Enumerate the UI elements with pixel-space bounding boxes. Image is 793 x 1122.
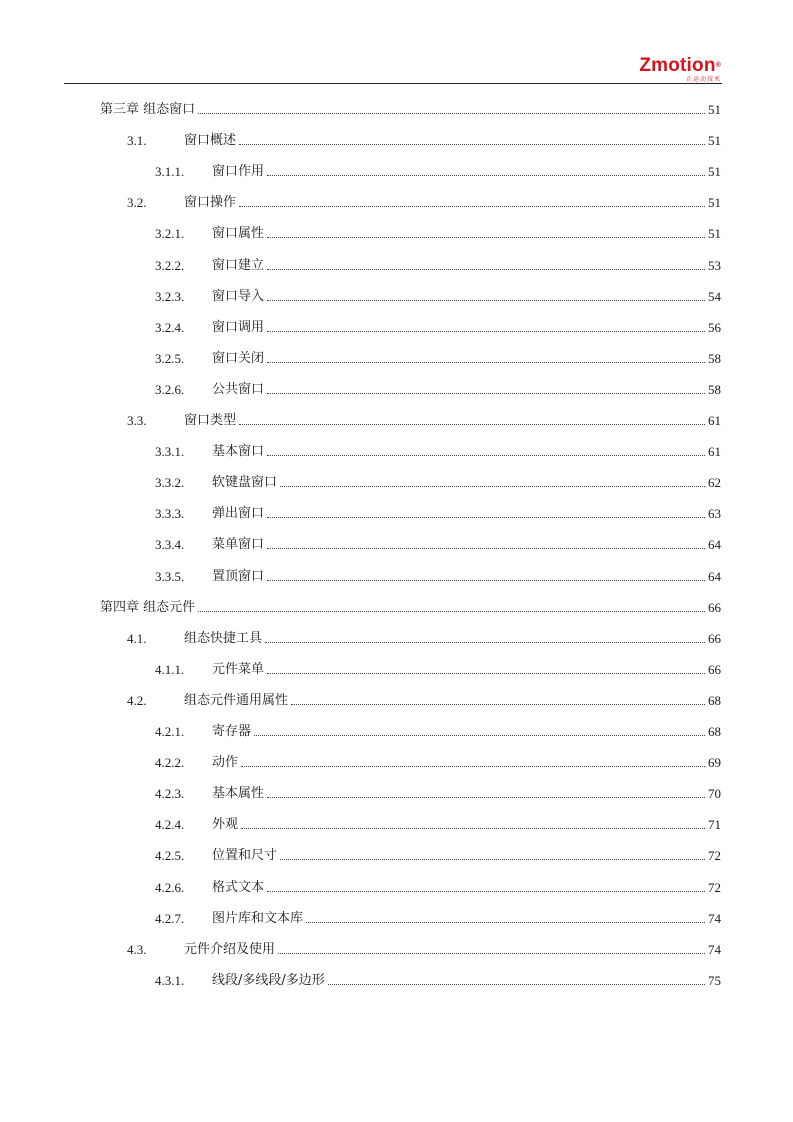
toc-leader-dots: [267, 175, 705, 176]
toc-entry[interactable]: [0, 381, 793, 399]
toc-leader-dots: [241, 766, 705, 767]
toc-entry-page: 51: [708, 226, 721, 241]
toc-entry-page: 72: [708, 848, 721, 863]
toc-entry[interactable]: [0, 599, 793, 617]
toc-entry-number: 3.3.5.: [155, 569, 185, 584]
header-divider: [64, 83, 722, 84]
toc-entry-title: 元件介绍及使用: [184, 942, 276, 957]
toc-entry[interactable]: [0, 505, 793, 523]
toc-entry-number: 4.2.2.: [155, 755, 185, 770]
toc-entry-title: 菜单窗口: [212, 537, 265, 552]
toc-entry-page: 62: [708, 475, 721, 490]
toc-entry-page: 66: [708, 631, 721, 646]
toc-entry-page: 56: [708, 320, 721, 335]
toc-entry-title: 元件菜单: [212, 662, 265, 677]
toc-leader-dots: [198, 611, 705, 612]
toc-entry-page: 54: [708, 289, 721, 304]
toc-entry-page: 66: [708, 600, 721, 615]
toc-entry[interactable]: [0, 443, 793, 461]
toc-leader-dots: [239, 424, 705, 425]
toc-entry-title: 公共窗口: [212, 382, 265, 397]
toc-entry-page: 58: [708, 351, 721, 366]
toc-entry-number: 4.2.6.: [155, 880, 185, 895]
toc-entry[interactable]: [0, 754, 793, 772]
toc-entry-number: 4.2.1.: [155, 724, 185, 739]
logo-text: Zmotion: [639, 55, 716, 76]
toc-entry-page: 74: [708, 942, 721, 957]
toc-entry[interactable]: [0, 692, 793, 710]
toc-entry-number: 3.2.5.: [155, 351, 185, 366]
logo-subtitle: 正运动技术: [685, 76, 721, 83]
toc-entry[interactable]: [0, 474, 793, 492]
toc-entry-page: 66: [708, 662, 721, 677]
toc-entry-number: 4.2.: [127, 693, 147, 708]
toc-entry[interactable]: [0, 319, 793, 337]
toc-leader-dots: [267, 300, 705, 301]
toc-leader-dots: [267, 517, 705, 518]
toc-entry-title: 基本窗口: [212, 444, 265, 459]
toc-entry-title: 格式文本: [212, 880, 265, 895]
toc-entry-number: 3.2.1.: [155, 226, 185, 241]
toc-entry[interactable]: [0, 101, 793, 119]
company-logo: [639, 56, 721, 84]
toc-entry-title: 线段/多线段/多边形: [212, 973, 325, 988]
toc-entry[interactable]: [0, 412, 793, 430]
toc-entry[interactable]: [0, 723, 793, 741]
toc-entry-page: 51: [708, 102, 721, 117]
toc-leader-dots: [239, 206, 705, 207]
toc-entry-number: 3.2.6.: [155, 382, 185, 397]
toc-entry[interactable]: [0, 910, 793, 928]
toc-leader-dots: [267, 673, 705, 674]
toc-entry-title: 窗口关闭: [212, 351, 265, 366]
toc-leader-dots: [267, 548, 705, 549]
toc-leader-dots: [267, 455, 705, 456]
toc-entry-title: 置顶窗口: [212, 569, 265, 584]
toc-entry[interactable]: [0, 288, 793, 306]
toc-entry-title: 组态元件通用属性: [184, 693, 289, 708]
toc-entry[interactable]: [0, 847, 793, 865]
toc-entry-page: 51: [708, 195, 721, 210]
toc-entry-number: 3.2.4.: [155, 320, 185, 335]
toc-entry-page: 58: [708, 382, 721, 397]
toc-entry-page: 71: [708, 817, 721, 832]
toc-entry[interactable]: [0, 785, 793, 803]
toc-entry-title: 图片库和文本库: [212, 911, 304, 926]
toc-entry-number: 4.1.: [127, 631, 147, 646]
toc-entry-title: 动作: [212, 755, 239, 770]
toc-entry-page: 64: [708, 569, 721, 584]
toc-entry[interactable]: [0, 536, 793, 554]
toc-entry[interactable]: [0, 163, 793, 181]
toc-leader-dots: [239, 144, 705, 145]
toc-leader-dots: [280, 486, 705, 487]
toc-entry[interactable]: [0, 661, 793, 679]
toc-entry-title: 第四章 组态元件: [100, 600, 196, 615]
toc-entry-page: 61: [708, 444, 721, 459]
toc-entry-number: 3.3.: [127, 413, 147, 428]
toc-entry-page: 51: [708, 133, 721, 148]
toc-entry-number: 4.2.3.: [155, 786, 185, 801]
toc-entry-title: 窗口调用: [212, 320, 265, 335]
toc-entry-page: 61: [708, 413, 721, 428]
toc-entry-title: 软键盘窗口: [212, 475, 278, 490]
toc-leader-dots: [267, 269, 705, 270]
toc-entry-number: 4.1.1.: [155, 662, 185, 677]
toc-entry-page: 74: [708, 911, 721, 926]
toc-entry-page: 75: [708, 973, 721, 988]
toc-entry-title: 基本属性: [212, 786, 265, 801]
toc-entry-page: 69: [708, 755, 721, 770]
toc-leader-dots: [267, 393, 705, 394]
toc-entry-title: 寄存器: [212, 724, 252, 739]
toc-leader-dots: [328, 984, 705, 985]
toc-entry-title: 窗口导入: [212, 289, 265, 304]
toc-entry[interactable]: [0, 350, 793, 368]
toc-entry-number: 4.3.: [127, 942, 147, 957]
toc-leader-dots: [241, 828, 705, 829]
toc-entry-page: 63: [708, 506, 721, 521]
toc-entry-number: 3.2.: [127, 195, 147, 210]
toc-entry[interactable]: [0, 816, 793, 834]
toc-entry-title: 窗口建立: [212, 258, 265, 273]
toc-entry-title: 第三章 组态窗口: [100, 102, 196, 117]
toc-entry-page: 70: [708, 786, 721, 801]
toc-entry-page: 51: [708, 164, 721, 179]
toc-entry-title: 窗口类型: [184, 413, 237, 428]
toc-leader-dots: [291, 704, 705, 705]
toc-entry-title: 窗口作用: [212, 164, 265, 179]
toc-entry-page: 68: [708, 693, 721, 708]
toc-leader-dots: [254, 735, 705, 736]
toc-entry[interactable]: [0, 225, 793, 243]
toc-entry-number: 3.1.: [127, 133, 147, 148]
toc-entry-page: 68: [708, 724, 721, 739]
toc-entry-page: 64: [708, 537, 721, 552]
toc-leader-dots: [267, 891, 705, 892]
toc-entry-title: 组态快捷工具: [184, 631, 263, 646]
logo-registered-mark: ®: [715, 62, 721, 69]
toc-leader-dots: [265, 642, 705, 643]
toc-entry-title: 位置和尺寸: [212, 848, 278, 863]
toc-entry[interactable]: [0, 257, 793, 275]
toc-entry-title: 窗口概述: [184, 133, 237, 148]
toc-leader-dots: [198, 113, 705, 114]
toc-entry-title: 窗口属性: [212, 226, 265, 241]
toc-leader-dots: [306, 922, 705, 923]
toc-entry-page: 72: [708, 880, 721, 895]
toc-leader-dots: [267, 331, 705, 332]
toc-entry[interactable]: [0, 879, 793, 897]
toc-leader-dots: [280, 859, 705, 860]
toc-entry-number: 3.3.2.: [155, 475, 185, 490]
toc-entry-number: 4.2.7.: [155, 911, 185, 926]
toc-leader-dots: [267, 580, 705, 581]
toc-entry-number: 3.3.3.: [155, 506, 185, 521]
toc-entry-title: 窗口操作: [184, 195, 237, 210]
toc-entry-title: 弹出窗口: [212, 506, 265, 521]
toc-entry-number: 4.2.4.: [155, 817, 185, 832]
toc-entry[interactable]: [0, 568, 793, 586]
toc-entry[interactable]: [0, 194, 793, 212]
toc-entry[interactable]: [0, 630, 793, 648]
toc-entry-number: 3.2.2.: [155, 258, 185, 273]
toc-entry-number: 3.2.3.: [155, 289, 185, 304]
toc-entry[interactable]: [0, 132, 793, 150]
toc-entry-number: 3.3.4.: [155, 537, 185, 552]
toc-entry-number: 4.2.5.: [155, 848, 185, 863]
toc-entry-number: 4.3.1.: [155, 973, 185, 988]
toc-entry-page: 53: [708, 258, 721, 273]
toc-leader-dots: [267, 237, 705, 238]
toc-entry[interactable]: [0, 972, 793, 990]
toc-entry-title: 外观: [212, 817, 239, 832]
toc-leader-dots: [267, 797, 705, 798]
toc-entry-number: 3.3.1.: [155, 444, 185, 459]
toc-entry-number: 3.1.1.: [155, 164, 185, 179]
toc-leader-dots: [278, 953, 705, 954]
toc-leader-dots: [267, 362, 705, 363]
toc-entry[interactable]: [0, 941, 793, 959]
